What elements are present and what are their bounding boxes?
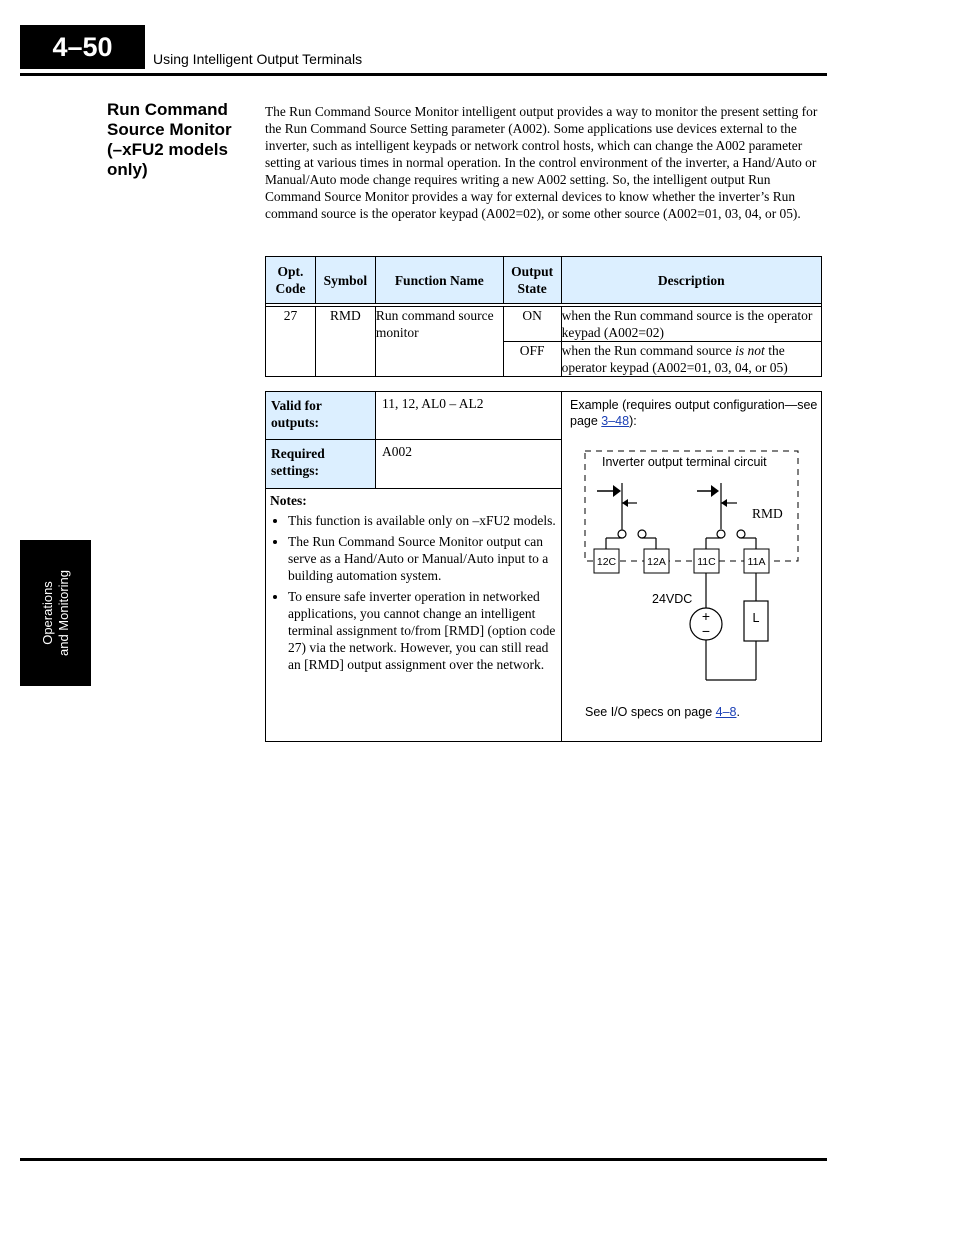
state-off-cell: OFF — [503, 342, 561, 377]
svg-text:L: L — [752, 611, 760, 625]
circuit-label: Inverter output terminal circuit — [602, 455, 767, 469]
supply-label: 24VDC — [652, 592, 693, 606]
page-link-4-8[interactable]: 4–8 — [715, 705, 737, 719]
note-item: • To ensure safe inverter operation in networked applications, you cannot change an intelligent terminal assignment to/from [RMD] (option code 27) via the network. However, you can still read an [RMD] output assignment over the network. — [288, 588, 558, 673]
header-rule — [20, 73, 827, 76]
svg-text:12A: 12A — [647, 556, 666, 568]
load-symbol — [744, 601, 768, 641]
example-caption: Example (requires output configuration—see page 3–48): — [570, 398, 818, 428]
svg-text:+: + — [701, 608, 711, 624]
note-item: • This function is available only on –xFU2 models. — [288, 512, 558, 529]
terminal-11a — [744, 549, 769, 573]
dc-source-symbol — [690, 608, 722, 640]
running-head: Using Intelligent Output Terminals — [153, 51, 363, 67]
output-circuit-diagram — [575, 445, 815, 690]
svg-text:12C: 12C — [596, 556, 617, 568]
side-tab — [20, 540, 91, 686]
opt-code-cell: 27 — [266, 307, 316, 377]
header-opt-code: Opt. Code — [266, 257, 316, 304]
row-divider — [266, 488, 561, 489]
terminal-12c — [594, 549, 619, 573]
side-tab-line1: Operations — [39, 581, 55, 645]
function-name-cell: Run command source monitor — [375, 307, 503, 377]
section-title-line: only) — [107, 160, 148, 179]
table-row — [266, 307, 822, 342]
svg-text:−: − — [701, 623, 711, 639]
intro-paragraph: The Run Command Source Monitor intelligent output provides a way to monitor the present setting for the Run Command Source Setting parameter (A002). Some applications use devices external to the inverter, such as intelligent keypads or network control hosts, which can change the A002 parameter setting at various times in normal operation. In the control environment of the inverter, a Hand/Auto or Manual/Auto mode change requires writing a new A002 setting. So, the intelligent output Run Command Source Monitor provides a way for external devices to know whether the inverter’s Run command source is the operator keypad (A002=02), or some other source (A002=01, 03, 04, or 05). — [265, 104, 818, 221]
symbol-cell: RMD — [315, 307, 375, 377]
svg-text:11A: 11A — [747, 556, 766, 568]
desc-off-cell: when the Run command source is not the operator keypad (A002=01, 03, 04, or 05) — [561, 342, 821, 377]
header-function-name: Function Name — [375, 257, 503, 304]
relay-label-rmd: RMD — [752, 506, 783, 521]
note-item: • The Run Command Source Monitor output can serve as a Hand/Auto or Manual/Auto input to a building automation system. — [288, 533, 558, 584]
page-link-3-48[interactable]: 3–48 — [601, 414, 630, 428]
header-description: Description — [561, 257, 821, 304]
relay-contact-11 — [697, 483, 756, 549]
header-symbol: Symbol — [315, 257, 375, 304]
valid-for-label: Valid for outputs: — [266, 392, 376, 439]
section-title-line: Source Monitor — [107, 120, 232, 139]
relay-contact-12 — [597, 483, 656, 549]
required-settings-value: A002 — [382, 444, 412, 459]
page-number: 4–50 — [20, 25, 145, 69]
notes-label: Notes: — [270, 493, 307, 508]
section-title-line: Run Command — [107, 100, 228, 119]
io-specs-note: See I/O specs on page 4–8. — [585, 705, 740, 719]
desc-on-cell: when the Run command source is the operator keypad (A002=02) — [561, 307, 821, 342]
required-settings-label: Required settings: — [266, 440, 376, 488]
header-output-state: Output State — [503, 257, 561, 304]
state-on-cell: ON — [503, 307, 561, 342]
function-table — [265, 256, 822, 377]
section-title — [107, 100, 252, 180]
notes-section — [270, 492, 558, 677]
footer-rule — [20, 1158, 827, 1161]
valid-for-value: 11, 12, AL0 – AL2 — [382, 396, 484, 411]
section-title-line: (–xFU2 models — [107, 140, 228, 159]
terminal-12a — [644, 549, 669, 573]
table-header-row — [266, 257, 822, 304]
terminal-11c — [694, 549, 719, 573]
svg-text:11C: 11C — [697, 556, 716, 568]
notes-list — [270, 512, 558, 673]
side-tab-line2: and Monitoring — [55, 570, 71, 656]
